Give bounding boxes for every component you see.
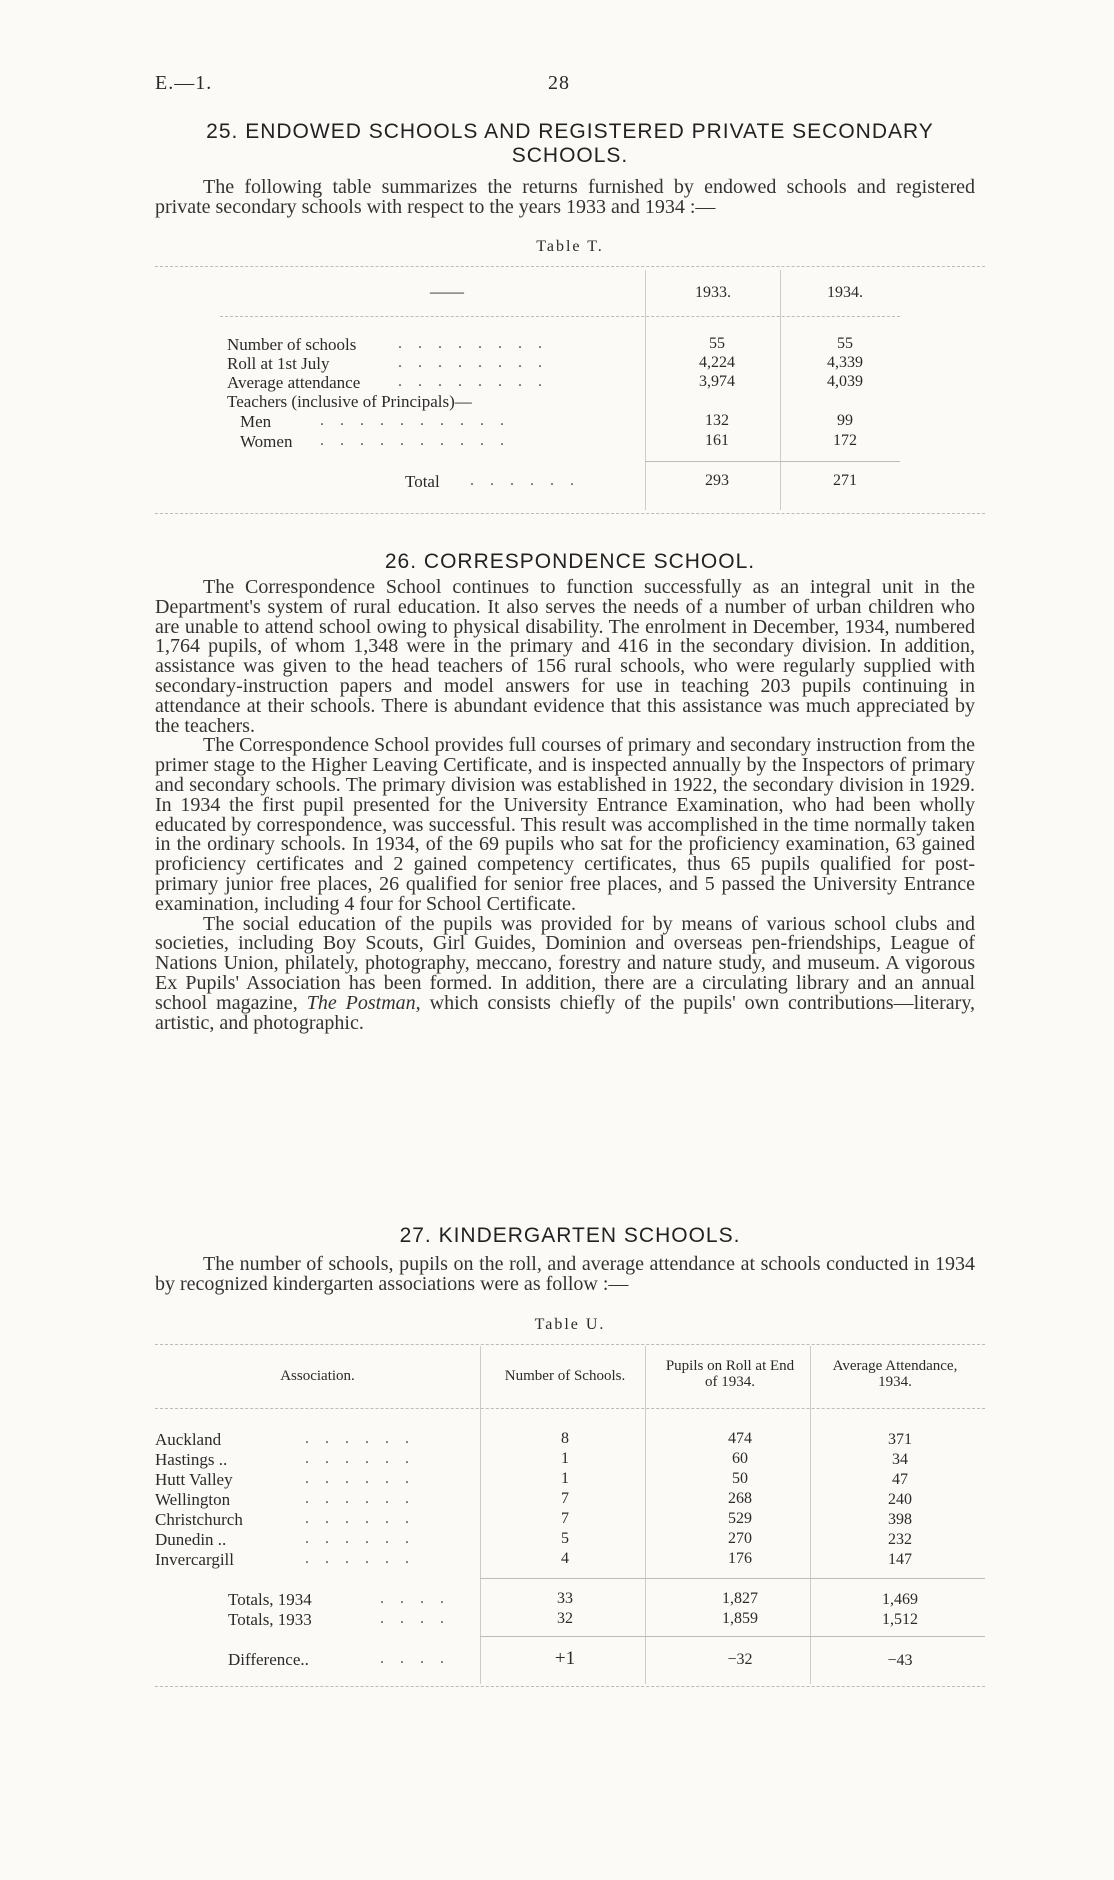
row-label: Men [240,412,272,431]
roll-count: 270 [728,1530,752,1547]
table-t-header-1933: 1933. [695,284,731,301]
table-u-difference-rule [480,1636,985,1637]
row-leader-dots: . . . . . . . . [398,335,548,352]
magazine-title: The Postman, [306,991,421,1014]
association-name: Auckland [155,1430,222,1449]
table-t-top-rule [155,266,985,267]
table-t-bottom-rule [155,513,985,514]
attendance-count: 1,469 [882,1591,918,1608]
attendance-count: 232 [888,1531,912,1548]
page-number: 28 [548,72,570,94]
association-name: Dunedin .. [155,1530,227,1549]
schools-count: 32 [557,1610,573,1627]
table-t-header-rule [220,316,900,317]
row-leader-dots: . . . . . . [305,1530,415,1547]
roll-count: 1,827 [722,1590,758,1607]
total-leader-dots: . . . . . . [470,472,580,489]
row-leader-dots: . . . . [380,1610,450,1627]
table-t-blank-header: —— [430,282,464,301]
attendance-count: 1,512 [882,1611,918,1628]
row-label: Number of schools [227,335,357,354]
row-leader-dots: . . . . . . [305,1430,415,1447]
row-label: Women [240,432,293,451]
header-pupils-on-roll: Pupils on Roll at End of 1934. [665,1358,795,1390]
difference-label: Difference.. [228,1650,309,1669]
value-1934: 4,039 [827,373,863,390]
section-27-intro: The number of schools, pupils on the roll, and average attendance at schools conducted in 1934 by recognized kindergarten associations were as follow :— [155,1253,975,1295]
total-1934: 271 [833,472,857,489]
header-association: Association. [280,1368,355,1384]
roll-count: 50 [732,1470,748,1487]
schools-count: 7 [561,1490,569,1507]
row-leader-dots: . . . . . . [305,1450,415,1467]
roll-count: 60 [732,1450,748,1467]
section-26-paragraph-1: The Correspondence School continues to function successfully as an integral unit in the Department's system of rural education. It also serves the needs of a number of urban children who are unable to attend school owing to physical disability. The enrolment in December, 1934, numbered 1,764 pupils, of whom 1,348 were in the primary and 416 in the secondary division. In addition, assistance was given to the head teachers of 156 rural schools, who were regularly supplied with secondary-instruction papers and model answers for use in teaching 203 pupils continuing in attendance at their schools. There is abundant evidence that this assistance was much appreciated by the teachers. [155,576,975,737]
header-average-attendance: Average Attendance, 1934. [832,1358,958,1390]
row-leader-dots: . . . . . . [305,1490,415,1507]
total-label: Total [405,472,440,491]
report-code: E.—1. [155,72,213,94]
roll-count: 268 [728,1490,752,1507]
row-leader-dots: . . . . . . . . . . [320,432,510,449]
roll-count: 1,859 [722,1610,758,1627]
value-1933: 55 [709,335,725,352]
table-u-divider-1 [480,1346,481,1684]
association-name: Hutt Valley [155,1470,233,1489]
section-26-paragraph-2: The Correspondence School provides full courses of primary and secondary instruction from the primer stage to the Higher Leaving Certificate, and is inspected annually by the Inspectors of primary and secondary schools. The primary division was established in 1922, the secondary division in 1929. In 1934 the first pupil presented for the University Entrance Examination, who had been wholly educated by correspondence, was successful. This result was accomplished in the time normally taken in the ordinary schools. In 1934, of the 69 pupils who sat for the proficiency examination, 63 gained proficiency certificates and 2 gained competency certificates, thus 65 pupils qualified for post-primary junior free places, 26 qualified for senior free places, and 5 passed the University Entrance examination, including 4 four for School Certificate. [155,734,976,915]
totals-label: Totals, 1934 [228,1590,312,1609]
association-name: Invercargill [155,1550,234,1569]
table-t-total-rule [645,461,900,462]
schools-count: 8 [561,1430,569,1447]
roll-count: 176 [728,1550,752,1567]
table-t-header-1934: 1934. [827,284,863,301]
roll-count: 474 [728,1430,752,1447]
value-1933: 161 [705,432,729,449]
schools-count: 7 [561,1510,569,1527]
association-name: Christchurch [155,1510,243,1529]
row-label: Teachers (inclusive of Principals)— [227,392,472,411]
row-leader-dots: . . . . . . [305,1470,415,1487]
header-number-of-schools: Number of Schools. [504,1368,626,1384]
table-t-divider-1 [645,270,646,510]
value-1933: 4,224 [699,354,735,371]
table-t-caption: Table T. [536,238,604,255]
value-1934: 99 [837,412,853,429]
total-1933: 293 [705,472,729,489]
table-u-divider-3 [810,1346,811,1684]
totals-label: Totals, 1933 [228,1610,312,1629]
row-label: Average attendance [227,373,361,392]
section-26-body [155,578,975,1033]
roll-count: 529 [728,1510,752,1527]
attendance-count: 47 [892,1471,908,1488]
schools-count: 1 [561,1470,569,1487]
attendance-difference: −43 [887,1652,913,1669]
schools-count: 5 [561,1530,569,1547]
attendance-count: 398 [888,1511,912,1528]
schools-count: 4 [561,1550,569,1567]
row-leader-dots: . . . . . . . . [398,373,548,390]
row-label: Roll at 1st July [227,354,330,373]
schools-count: 33 [557,1590,573,1607]
value-1934: 4,339 [827,354,863,371]
row-leader-dots: . . . . [380,1590,450,1607]
table-u-caption: Table U. [534,1316,606,1333]
row-leader-dots: . . . . . . [305,1510,415,1527]
section-26-paragraph-3 [155,912,976,1034]
table-u-top-rule [155,1344,985,1345]
row-leader-dots: . . . . . . [305,1550,415,1567]
value-1933: 132 [705,412,729,429]
value-1934: 172 [833,432,857,449]
roll-difference: −32 [727,1651,753,1668]
table-t-divider-2 [780,270,781,510]
row-leader-dots: . . . . . . . . . . [320,412,510,429]
section-25-intro: The following table summarizes the returns furnished by endowed schools and registered private secondary schools with respect to the years 1933 and 1934 :— [155,176,975,218]
value-1933: 3,974 [699,373,735,390]
schools-difference: +1 [554,1648,576,1669]
table-u-bottom-rule [155,1686,985,1687]
schools-count: 1 [561,1450,569,1467]
paragraph-3-text-a: The social education of the pupils was provided for by means of various school clubs and societies, including Boy Scouts, Girl Guides, Dominion and overseas pen-friendships, League of Nations Union, philately, photography, meccano, forestry and nature study, and museum. A vigorous Ex Pupils' Association has been formed. In addition, there are a circulating library and an annual school magazine, [155,912,975,1014]
table-u-totals-rule [480,1578,985,1579]
paragraph-3-text-b: which consists chiefly of the pupils' own contributions—literary, artistic, and photographic. [155,991,976,1034]
value-1934: 55 [837,335,853,352]
table-u-header-rule [155,1408,985,1409]
attendance-count: 147 [888,1551,912,1568]
section-27-heading: 27. KINDERGARTEN SCHOOLS. [399,1224,741,1247]
row-leader-dots: . . . . . . . . [398,354,548,371]
table-u-divider-2 [645,1346,646,1684]
row-leader-dots: . . . . [380,1650,450,1667]
section-25-heading: 25. ENDOWED SCHOOLS AND REGISTERED PRIVATE SECONDARY SCHOOLS. [206,120,934,167]
association-name: Wellington [155,1490,231,1509]
attendance-count: 240 [888,1491,912,1508]
association-name: Hastings .. [155,1450,228,1469]
section-26-heading: 26. CORRESPONDENCE SCHOOL. [384,550,756,573]
attendance-count: 371 [888,1431,912,1448]
attendance-count: 34 [892,1451,908,1468]
